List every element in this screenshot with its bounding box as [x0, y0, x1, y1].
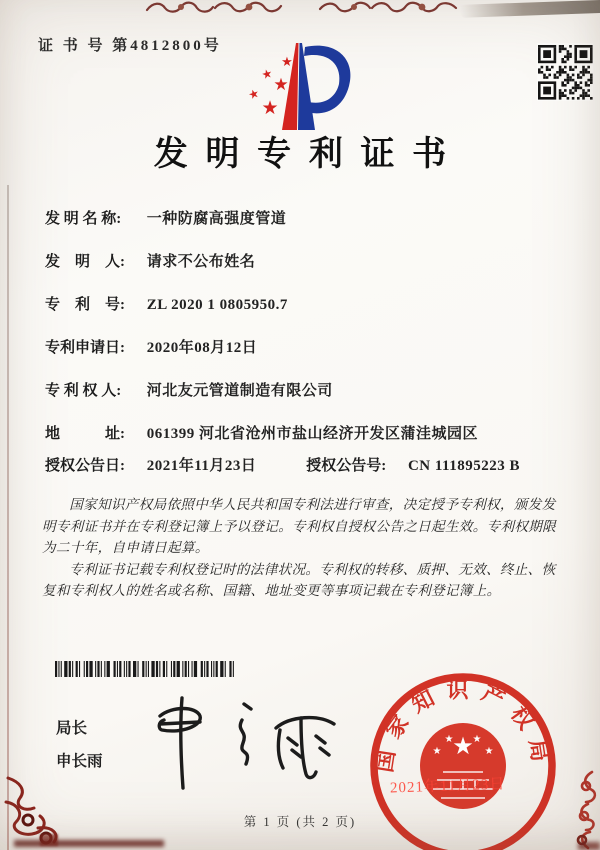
field-address: 地 址: 061399 河北省沧州市盐山经济开发区蒲洼城园区 — [45, 426, 479, 442]
svg-text:★: ★ — [273, 75, 289, 94]
signer-title: 局长 — [56, 720, 88, 737]
bottom-left-ornament-icon — [0, 776, 190, 850]
signer-block — [56, 712, 103, 778]
field-filing-date: 专利申请日: 2020年08月12日 — [45, 340, 258, 356]
signer-name: 申长雨 — [56, 753, 103, 770]
barcode-icon — [55, 661, 237, 677]
legal-paragraph-1: 国家知识产权局依照中华人民共和国专利法进行审查，决定授予专利权，颁发发明专利证书并在专利登记簿上予以登记。专利权自授权公告之日起生效。专利权期限为二十年，自申请日起算。 — [42, 497, 557, 556]
field-inventor: 发 明 人: 请求不公布姓名 — [45, 254, 256, 270]
top-ornament-border-icon — [145, 0, 460, 15]
field-grant-date-and-number: 授权公告日: 2021年11月23日 授权公告号: CN 111895223 B — [45, 454, 575, 474]
seal-text: 国家知识产权局 — [371, 677, 555, 775]
field-invention-name: 发 明 名 称: 一种防腐高强度管道 — [45, 211, 287, 227]
svg-text:★: ★ — [484, 746, 494, 757]
svg-text:★: ★ — [261, 98, 279, 119]
page-number: 第 1 页 (共 2 页) — [243, 815, 357, 829]
paper-edge-line — [7, 185, 9, 850]
bottom-right-ornament-icon — [548, 770, 600, 850]
qr-code-icon — [537, 43, 593, 101]
legal-paragraph-2: 专利证书记载专利权登记时的法律状况。专利权的转移、质押、无效、终止、恢复和专利权人的姓名或名称、国籍、地址变更等事项记载在专利登记簿上。 — [42, 561, 556, 599]
field-list — [45, 207, 575, 497]
cnipa-logo-icon — [237, 40, 363, 132]
field-patent-number: 专 利 号: ZL 2020 1 0805950.7 — [45, 297, 288, 313]
svg-text:★: ★ — [432, 746, 442, 757]
grant-number-label: 授权公告号: — [306, 458, 387, 474]
svg-text:★: ★ — [472, 734, 482, 745]
legal-text — [42, 494, 568, 602]
svg-text:★: ★ — [452, 734, 474, 760]
certificate-number: 证 书 号 第4812800号 — [38, 38, 222, 54]
svg-text:★: ★ — [444, 734, 454, 745]
svg-text:★: ★ — [281, 54, 293, 69]
photo-edge-shadow — [460, 0, 600, 18]
svg-text:★: ★ — [260, 66, 274, 83]
grant-number-value: CN 111895223 B — [407, 458, 520, 474]
certificate-title: 发明专利证书 — [153, 136, 464, 173]
field-patentee: 专 利 权 人: 河北友元管道制造有限公司 — [45, 383, 333, 399]
svg-text:★: ★ — [246, 85, 262, 103]
seal-date: 2021年11月23日 — [389, 776, 506, 797]
